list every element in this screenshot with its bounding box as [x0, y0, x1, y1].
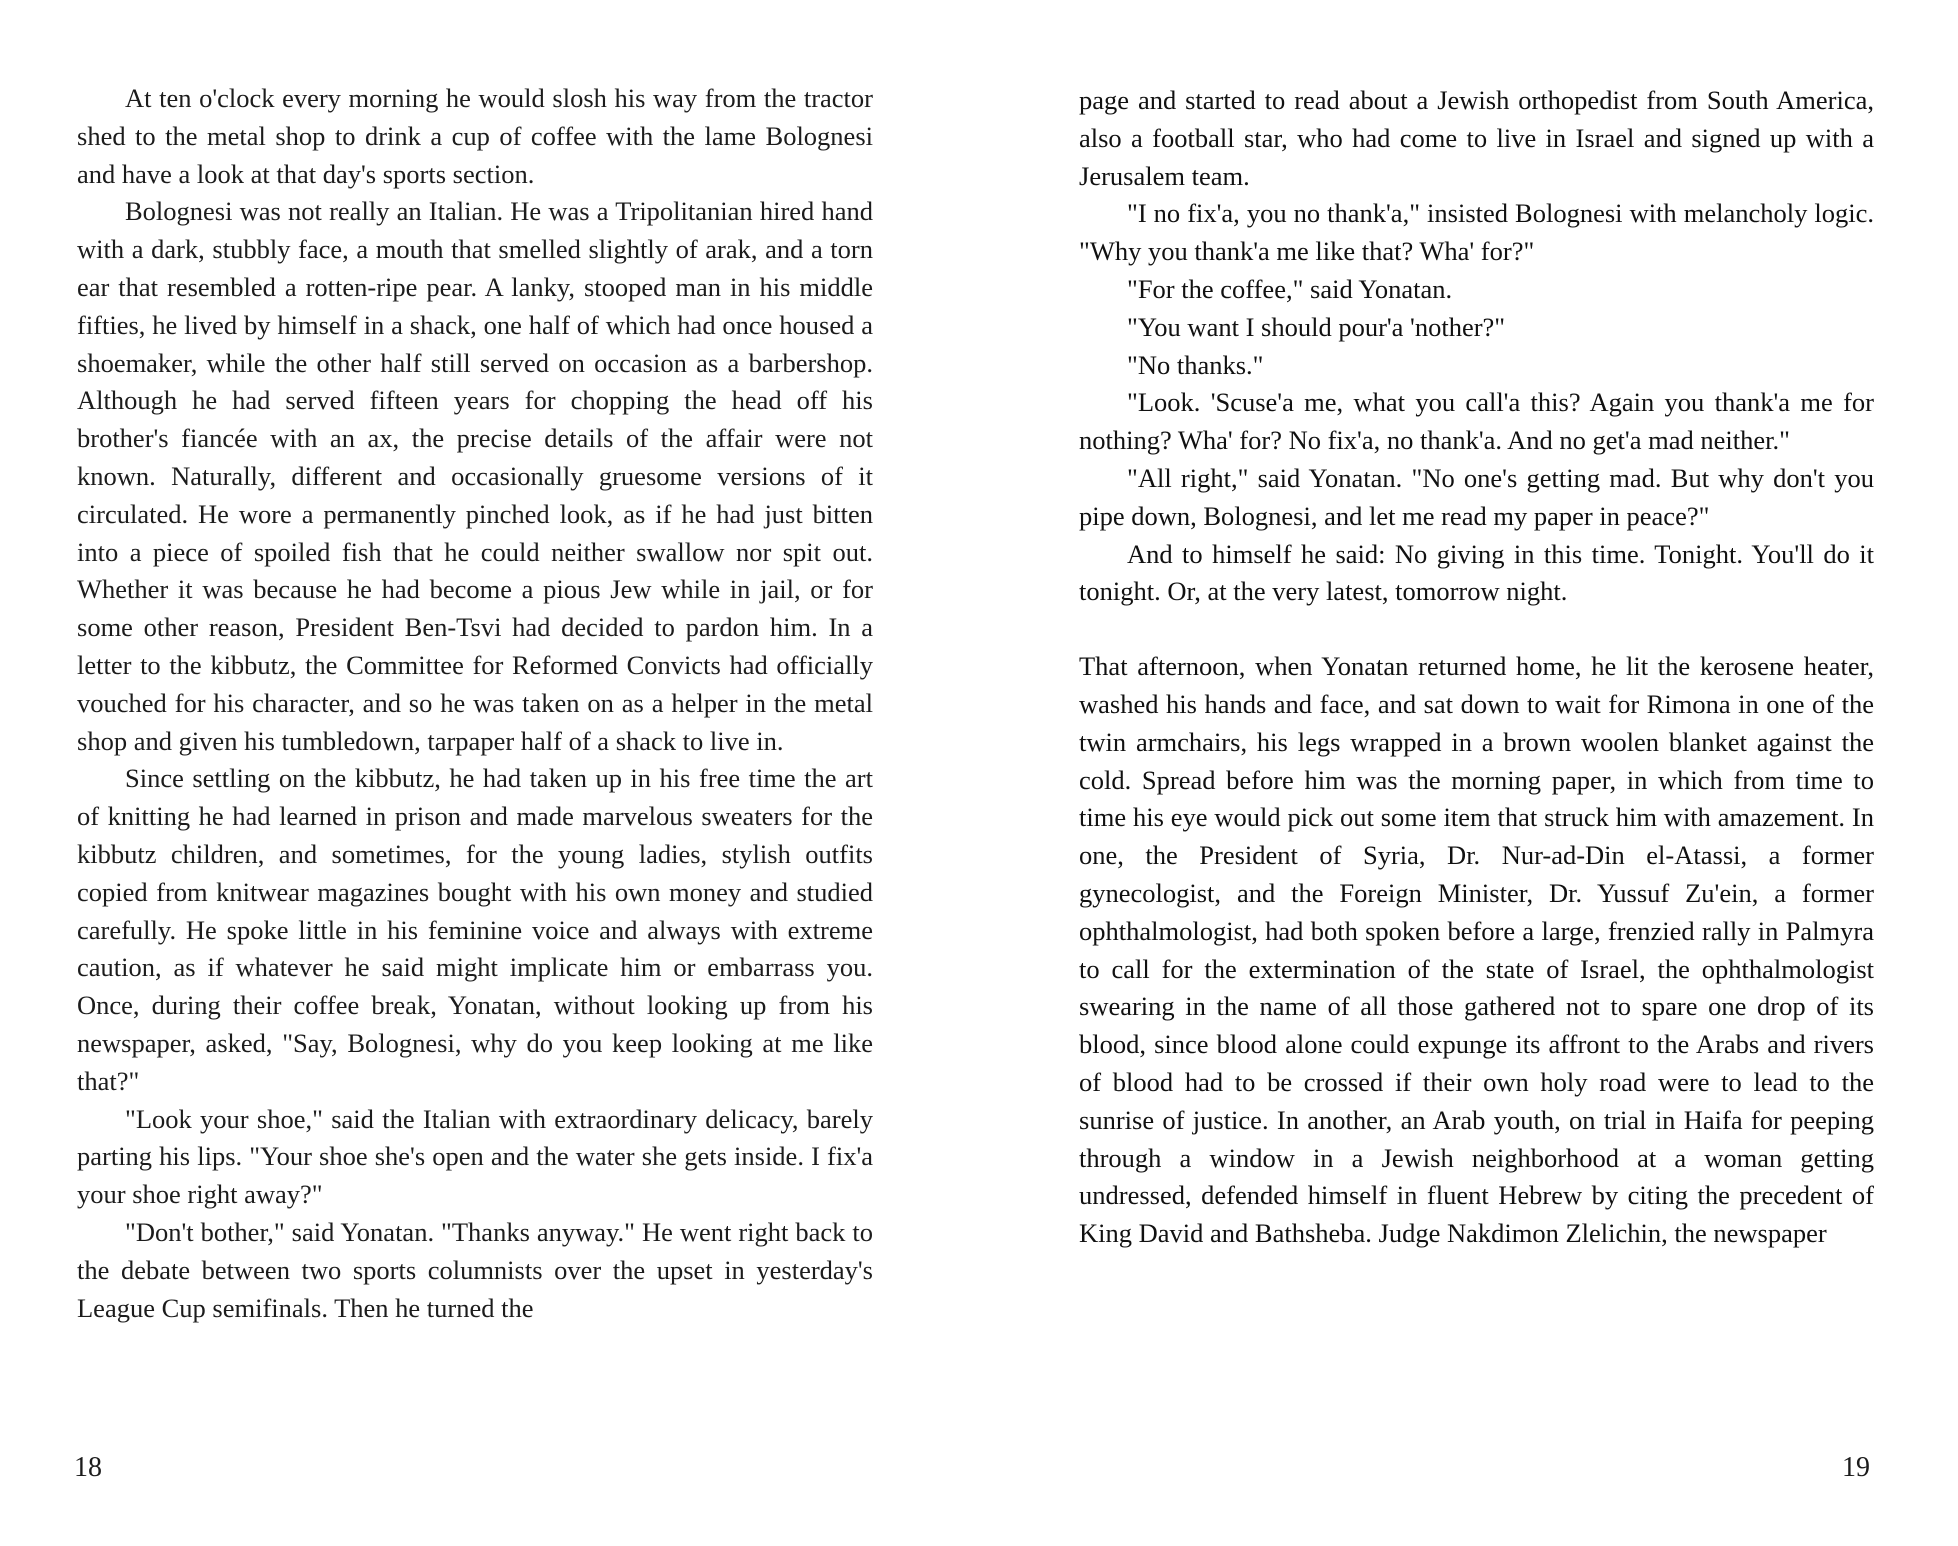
- paragraph: "Don't bother," said Yonatan. "Thanks anyway." He went right back to the debate between two sports columnists over the upset in yesterday's League Cup semifinals. Then he turned the: [77, 1216, 873, 1323]
- paragraph: "Look. 'Scuse'a me, what you call'a this? Again you thank'a me for nothing? Wha' for? No fix'a, no thank'a. And no get'a mad neither.": [1079, 387, 1874, 456]
- right-page-text: [1079, 82, 1874, 1253]
- paragraph: Bolognesi was not really an Italian. He was a Tripolitanian hired hand with a dark, stubbly face, a mouth that smelled slightly of arak, and a torn ear that resembled a rotten-ripe pear. A lanky, stooped man in his middle fifties, he lived by himself in a shack, one half of which had once housed a shoemaker, while the other half still served on occasion as a barbershop. Although he had served fifteen years for chopping the head off his brother's fiancée with an ax, the precise details of the affair were not known. Naturally, different and occasionally gruesome versions of it circulated. He wore a permanently pinched look, as if he had just bitten into a piece of spoiled fish that he could neither swallow nor spit out. Whether it was because he had become a pious Jew while in jail, or for some other reason, President Ben-Tsvi had decided to pardon him. In a letter to the kibbutz, the Committee for Reformed Convicts had officially vouched for his character, and so he was taken on as a helper in the metal shop and given his tumbledown, tarpaper half of a shack to live in.: [77, 196, 873, 756]
- paragraph: "For the coffee," said Yonatan.: [1127, 273, 1453, 304]
- paragraph: "You want I should pour'a 'nother?": [1127, 311, 1506, 342]
- paragraph: That afternoon, when Yonatan returned home, he lit the kerosene heater, washed his hands and face, and sat down to wait for Rimona in one of the twin armchairs, his legs wrapped in a brown woolen blanket against the cold. Spread before him was the morning paper, in which from time to time his eye would pick out some item that struck him with amazement. In one, the President of Syria, Dr. Nur-ad-Din el-Atassi, a former gynecologist, and the Foreign Minister, Dr. Yussuf Zu'ein, a former ophthalmologist, had both spoken before a large, frenzied rally in Palmyra to call for the extermination of the state of Israel, the ophthalmologist swearing in the name of all those gathered not to spare one drop of its blood, since blood alone could expunge its affront to the Arabs and rivers of blood had to be crossed if their own holy road were to lead to the sunrise of justice. In another, an Arab youth, on trial in Haifa for peeping through a window in a Jewish neighborhood at a woman getting undressed, defended himself in fluent Hebrew by citing the precedent of King David and Bathsheba. Judge Nakdimon Zlelichin, the newspaper: [1079, 651, 1874, 1249]
- page-number: 18: [74, 1452, 102, 1483]
- paragraph: And to himself he said: No giving in this time. Tonight. You'll do it tonight. Or, at the very latest, tomorrow night.: [1079, 538, 1874, 607]
- paragraph: Since settling on the kibbutz, he had taken up in his free time the art of knitting he had learned in prison and made marvelous sweaters for the kibbutz children, and sometimes, for the young ladies, stylish outfits copied from knitwear magazines bought with his own money and studied carefully. He spoke little in his feminine voice and always with extreme caution, as if whatever he said might implicate him or embarrass you. Once, during their coffee break, Yonatan, without looking up from his newspaper, asked, "Say, Bolognesi, why do you keep looking at me like that?": [77, 763, 873, 1096]
- paragraph: "All right," said Yonatan. "No one's getting mad. But why don't you pipe down, Bolognesi, and let me read my paper in peace?": [1079, 462, 1874, 531]
- paragraph: "No thanks.": [1127, 349, 1264, 380]
- right-page: [979, 0, 1958, 1546]
- page-number: 19: [1842, 1452, 1870, 1483]
- paragraph: "I no fix'a, you no thank'a," insisted Bolognesi with melancholy logic. "Why you thank'a me like that? Wha' for?": [1079, 198, 1874, 267]
- paragraph: At ten o'clock every morning he would slosh his way from the tractor shed to the metal shop to drink a cup of coffee with the lame Bolognesi and have a look at that day's sports section.: [77, 83, 873, 189]
- left-page-text: [77, 80, 873, 1327]
- paragraph: page and started to read about a Jewish orthopedist from South America, also a football star, who had come to live in Israel and signed up with a Jerusalem team.: [1079, 85, 1874, 191]
- paragraph: "Look your shoe," said the Italian with extraordinary delicacy, barely parting his lips. "Your shoe she's open and the water she gets inside. I fix'a your shoe right away?": [77, 1103, 873, 1210]
